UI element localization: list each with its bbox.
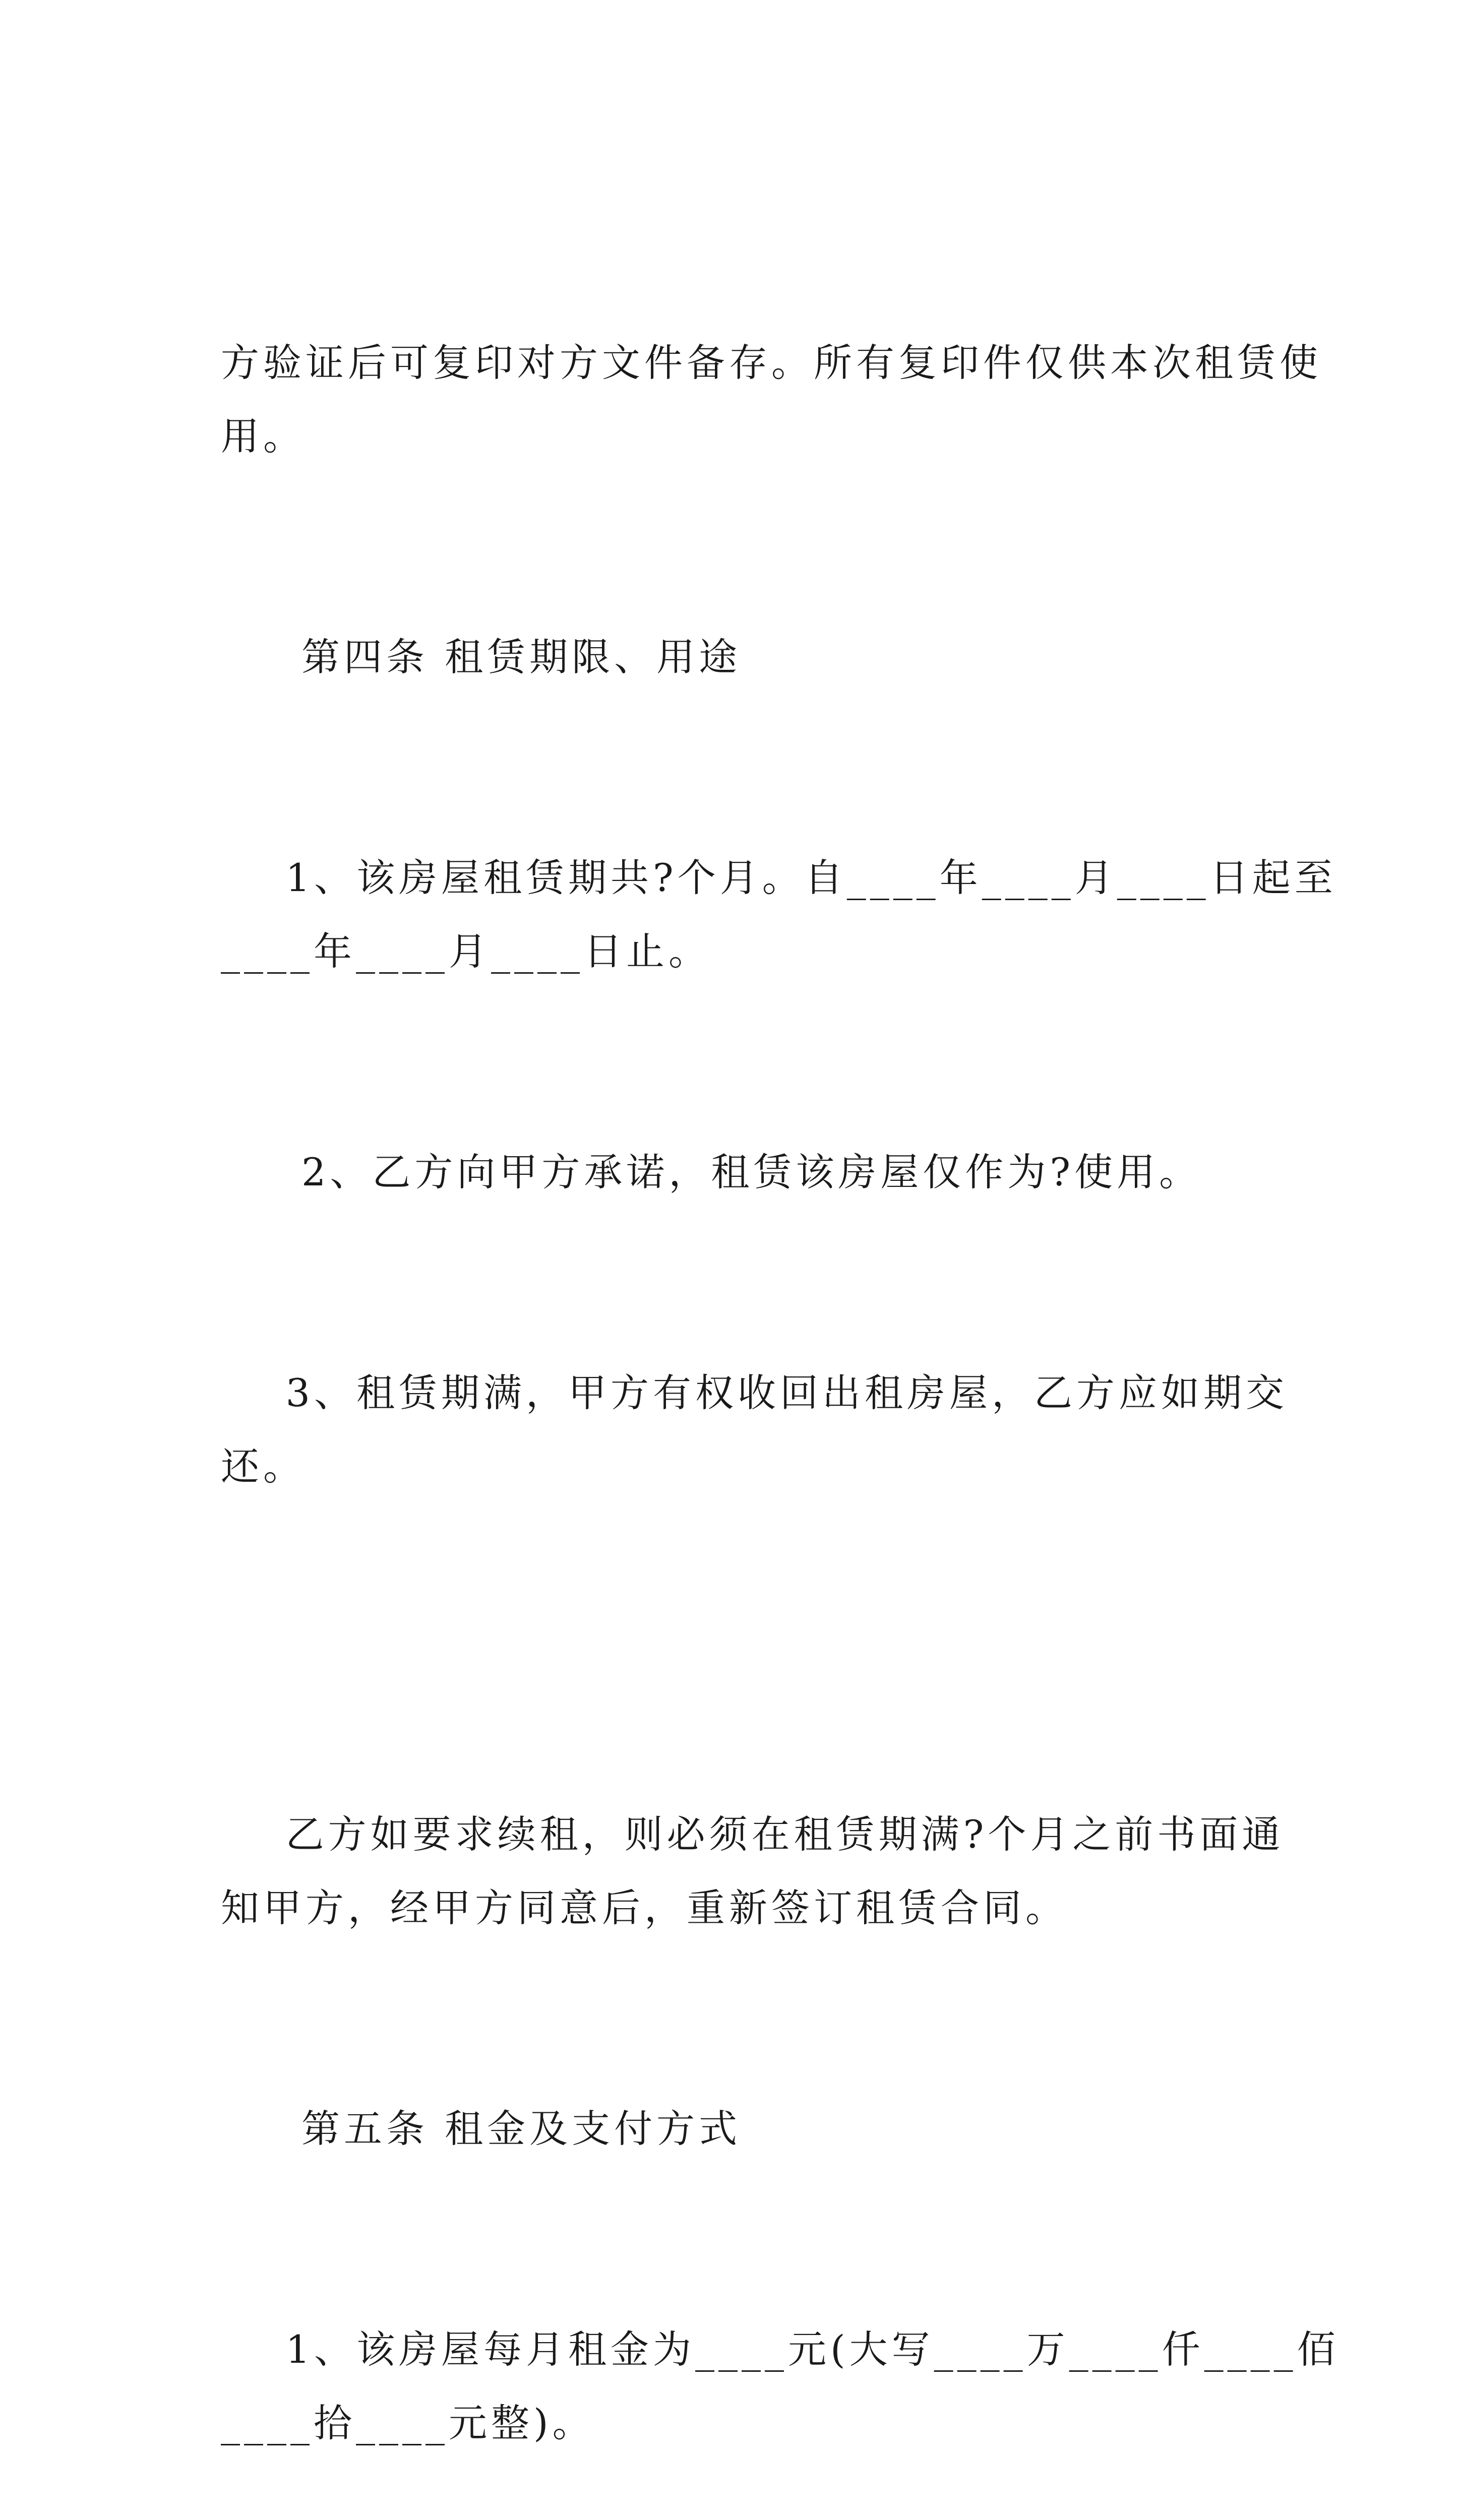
renewal-paragraph [221,1651,1285,2092]
paragraph-line: 1、该房屋租赁期共?个月。自____年____月____日起至 [221,855,1337,900]
paragraph-line: 用。 [221,414,306,459]
clause-5-1 [221,2166,1340,2520]
paragraph-line: 还。 [221,1444,306,1489]
paragraph-line: 乙方如要求续租，则必须在租赁期满?个月之前书面通 [221,1812,1285,1857]
paragraph-continuation [221,179,1322,620]
paragraph-line: ____拾____元整)。 [221,2401,595,2445]
paragraph-line: 方验证后可复印对方文件备存。所有复印件仅供本次租赁使 [221,340,1322,385]
paragraph-line: 3、租赁期满，甲方有权收回出租房屋，乙方应如期交 [221,1370,1288,1415]
clause-4-3 [221,1209,1288,1651]
clause-4-1 [221,694,1337,1136]
article-five-heading: 第五条 租金及支付方式 [301,2106,742,2151]
clause-4-2: 2、乙方向甲方承诺，租赁该房屋仅作为?使用。 [301,1150,1202,1194]
article-four-heading: 第四条 租赁期限、用途 [301,635,742,679]
document-body [221,179,1340,2520]
paragraph-line: 知甲方，经甲方同意后，重新签订租赁合同。 [221,1885,1068,1930]
paragraph-line: ____年____月____日止。 [221,929,711,974]
paragraph-line: 1、该房屋每月租金为____元(大写____万____仟____佰 [221,2327,1340,2372]
